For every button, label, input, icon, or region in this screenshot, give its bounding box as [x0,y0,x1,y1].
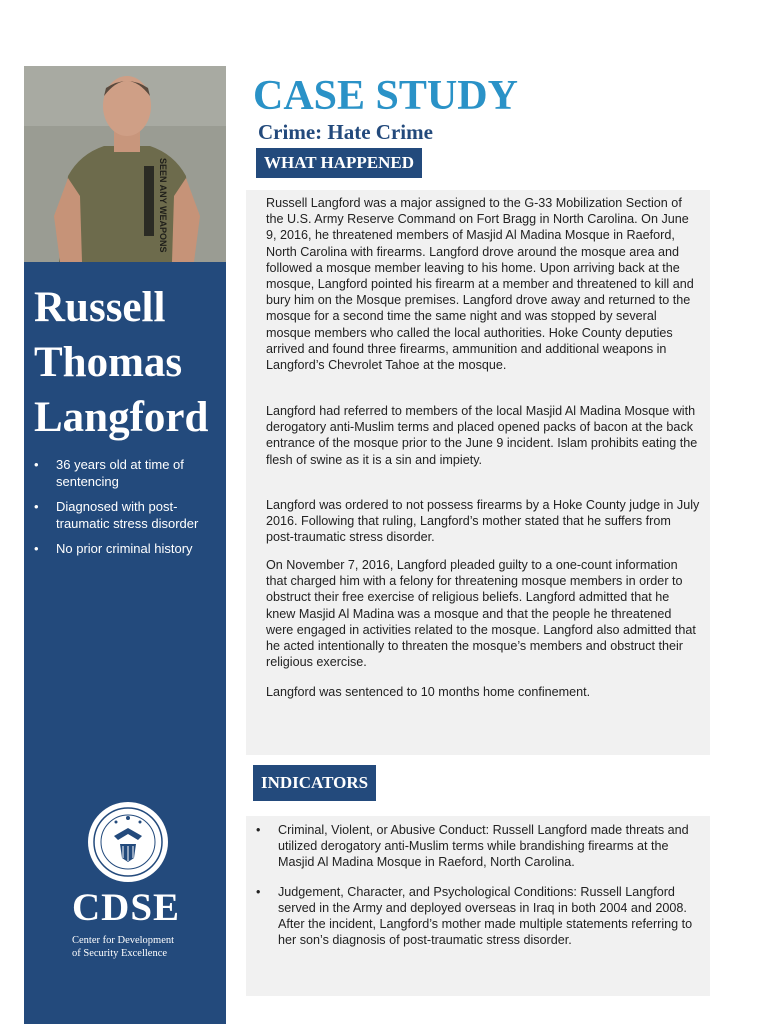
what-happened-paragraph: Langford had referred to members of the local Masjid Al Madina Mosque with derogatory anti-Muslim terms and placed opened packs of bacon at the back entrance of the mosque prior to the June 9 incident. Islam prohibits eating the flesh of swine as it is a sin and impiety. [266,404,698,467]
name-line-last: Langford [34,394,209,441]
cdse-org-name [72,934,174,960]
what-happened-paragraph: Langford was ordered to not possess firearms by a Hoke County judge in July 2016. Following that ruling, Langford’s mother stated that he suffers from post-traumatic stress disorder. [266,498,700,545]
what-happened-paragraph: On November 7, 2016, Langford pleaded guilty to a one-count information that charged him with a felony for threatening mosque members in order to obstruct their free exercise of religious beliefs. Langford admitted that he knew Masjid Al Madina was a mosque and that the people he threatened were engaged in activities related to the mosque. Langford also admitted that he acted intentionally to threaten the mosque’s members and obstruct their religious exercise. [266,558,696,670]
what-happened-paragraph: Russell Langford was a major assigned to the G-33 Mobilization Section of the U.S. Army Reserve Command on Fort Bragg in North Carolina. On June 9, 2016, he threatened members of Masjid Al Madina Mosque in Raeford, North Carolina with firearms. Langford drove around the mosque area and followed a mosque member leaving to his home. Upon arriving back at the mosque, Langford pointed his firearm at a member and threatened to kill and bury him on the Mosque premises. Langford drove away and returned to the mosque for a second time the same night and was stopped by several mosque members who called the local authorities. Hoke County deputies arrived and found three firearms, ammunition and additional weapons in Langford’s Chevrolet Tahoe at the mosque. [266,196,694,373]
org-line-2: of Security Excellence [72,948,168,959]
crime-type: Crime: Hate Crime [258,120,433,144]
page-title: CASE STUDY [253,73,518,119]
subject-facts-list [34,456,224,565]
name-line-first: Russell [34,284,166,331]
indicator-item: • Judgement, Character, and Psychological Conditions: Russell Langford served in the Army and deployed overseas in Iraq in both 2004 and 2008. After the incident, Langford’s mother made multiple statements referring to her son’s diagnosis of post-traumatic stress disorder. [256,884,700,949]
indicators-list [256,822,700,961]
cdse-logo: CDSE [72,886,181,929]
what-happened-heading: WHAT HAPPENED [256,148,422,178]
subject-name [34,280,224,445]
what-happened-paragraph: Langford was sentenced to 10 months home confinement. [266,685,591,699]
fact-item-age: • 36 years old at time of sentencing [34,456,224,490]
fact-item-diagnosis: • Diagnosed with post-traumatic stress disorder [34,498,224,532]
org-line-1: Center for Development [72,935,175,946]
indicators-heading: INDICATORS [253,765,376,801]
fact-item-history: • No prior criminal history [34,540,224,557]
name-line-middle: Thomas [34,339,183,386]
indicator-item: • Criminal, Violent, or Abusive Conduct: Russell Langford made threats and utilized derogatory anti-Muslim terms while brandishing firearms at the Masjid Al Madina Mosque in Raeford, North Carolina. [256,822,700,871]
dod-seal-icon [86,800,170,884]
shirt-text: SEEN ANY WEAPONS [158,158,168,253]
subject-photo [24,66,226,262]
